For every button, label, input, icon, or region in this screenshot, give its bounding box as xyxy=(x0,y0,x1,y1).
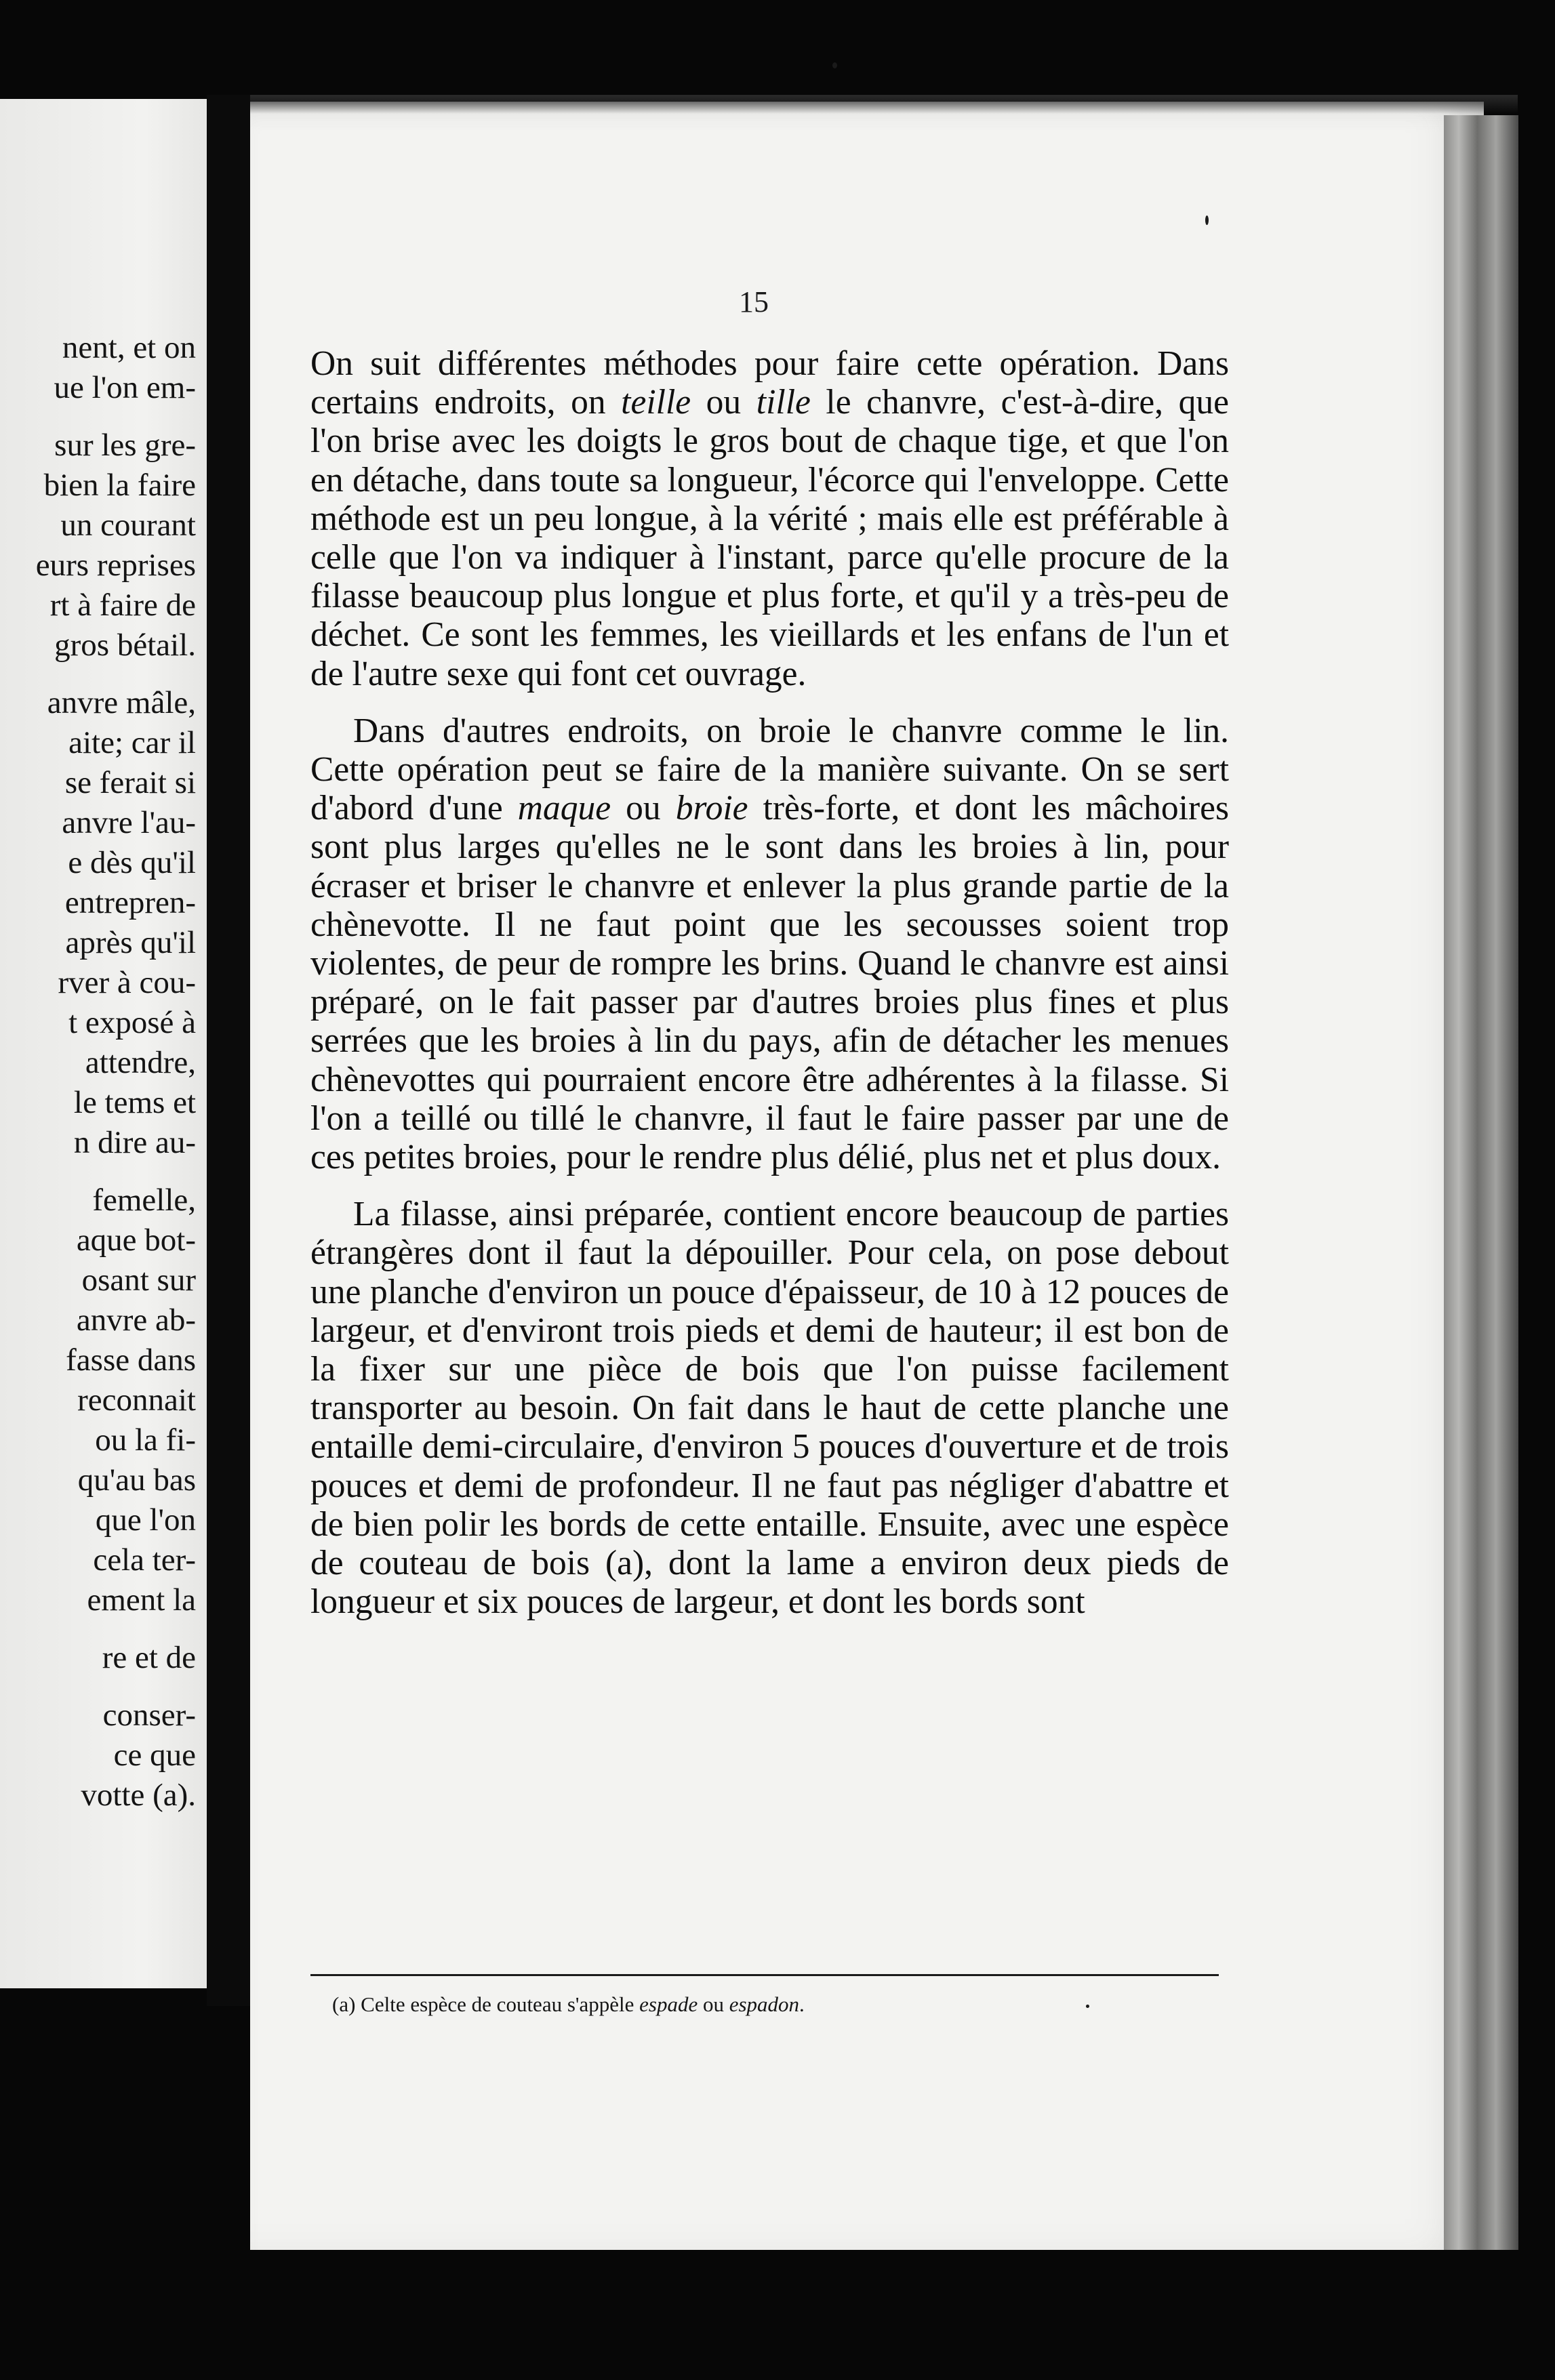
previous-page-line: anvre l'au- xyxy=(62,805,196,840)
previous-page-line: que l'on xyxy=(95,1502,196,1538)
body-paragraph xyxy=(310,1195,1229,1621)
previous-page-line: cela ter- xyxy=(93,1542,196,1578)
text-run: ou xyxy=(611,789,676,828)
body-paragraph xyxy=(310,344,1229,693)
previous-page-line: osant sur xyxy=(81,1263,196,1298)
previous-page-fragment xyxy=(0,99,207,1988)
previous-page-line: ou la fi- xyxy=(95,1422,196,1458)
previous-page-line: entrepren- xyxy=(64,885,196,920)
previous-page-line: aite; car il xyxy=(68,725,196,760)
previous-page-line: ement la xyxy=(87,1582,196,1618)
previous-page-line: aque bot- xyxy=(76,1223,196,1258)
previous-page-line: re et de xyxy=(102,1640,196,1675)
scan-speck xyxy=(832,62,837,68)
paragraph-gap xyxy=(0,1163,196,1181)
previous-page-line: rt à faire de xyxy=(49,588,196,623)
italic-term: espadon xyxy=(729,1992,800,2016)
previous-page-line: un courant xyxy=(60,508,196,543)
text-run: (a) Celte espèce de couteau s'appèle xyxy=(332,1992,640,2016)
previous-page-line: anvre ab- xyxy=(76,1302,196,1338)
italic-term: teille xyxy=(621,383,691,422)
text-run: ou xyxy=(691,383,756,422)
scan-speck xyxy=(1205,216,1209,225)
previous-page-line: votte (a). xyxy=(81,1778,196,1813)
text-run: le chanvre, c'est-à-dire, que l'on brise avec les doigts le gros bout de chaque tige, et que l'on en détache, dans toute sa longueur, l'écorce qui l'enveloppe. Cette méthode est un peu longue, à la vérité ; mais elle est préférable à celle que l'on va indiquer à l'instant, parce qu'elle procure de la filasse beaucoup plus longue et plus forte, et qu'il y a très-peu de déchet. Ce sont les femmes, les vieillards et les enfans de l'un et de l'autre sexe qui font cet ouvrage. xyxy=(310,383,1229,693)
footnote xyxy=(332,1992,805,2017)
italic-term: maque xyxy=(517,789,611,828)
previous-page-line: ue l'on em- xyxy=(54,370,196,405)
previous-page-line: e dès qu'il xyxy=(68,845,196,880)
previous-page-line: eurs reprises xyxy=(35,548,196,583)
paragraph-gap xyxy=(0,665,196,683)
page-body xyxy=(310,344,1229,1640)
italic-term: tille xyxy=(756,383,811,422)
text-run: La filasse, ainsi préparée, contient encore beaucoup de parties étrangères dont il faut la dépouiller. Pour cela, on pose debout une planche d'environ un pouce d'épaisseur, de 10 à 12 pouces de largeur, et d'environt trois pieds et demi de hauteur; il est bon de la fixer sur une pièce de bois que l'on puisse facilement transporter au besoin. On fait dans le haut de cette planche une entaille demi-circulaire, d'environ 5 pouces d'ouverture et de trois pouces et demi de profondeur. Il ne faut pas négliger d'abattre et de bien polir les bords de cette entaille. Ensuite, avec une espèce de couteau de bois (a), dont la lame a environ deux pieds de longueur et six pouces de largeur, et dont les bords sont xyxy=(310,1195,1229,1622)
previous-page-line: reconnait xyxy=(77,1382,196,1418)
paragraph-gap xyxy=(0,1620,196,1638)
previous-page-line: anvre mâle, xyxy=(47,685,196,720)
previous-page-text xyxy=(0,328,196,1815)
paragraph-gap xyxy=(0,408,196,426)
previous-page-line: conser- xyxy=(102,1698,196,1733)
scan-speck xyxy=(1086,2005,1089,2008)
previous-page-line: bien la faire xyxy=(43,468,196,503)
previous-page-line: fasse dans xyxy=(66,1342,196,1378)
italic-term: espade xyxy=(639,1992,698,2016)
text-run: . xyxy=(799,1992,805,2016)
previous-page-line: le tems et xyxy=(73,1085,196,1120)
previous-page-line: rver à cou- xyxy=(58,965,196,1000)
previous-page-line: attendre, xyxy=(85,1045,196,1080)
book-gutter xyxy=(207,95,250,2006)
body-paragraph xyxy=(310,712,1229,1176)
page-number: 15 xyxy=(739,285,769,319)
previous-page-line: gros bétail. xyxy=(54,628,196,663)
text-run: très-forte, et dont les mâchoires sont plus larges qu'elles ne le sont dans les broies à lin, pour écraser et briser le chanvre et enlever la plus grande partie de la chènevotte. Il ne faut point que les secousses soient trop violentes, de peur de rompre les brins. Quand le chanvre est ainsi préparé, on le fait passer par d'autres broies plus fines et plus serrées que les broies à lin du pays, afin de détacher les menues chènevottes qui pourraient encore être adhérentes à la filasse. Si l'on a teillé ou tillé le chanvre, il faut le faire passer par une de ces petites broies, pour le rendre plus délié, plus net et plus doux. xyxy=(310,789,1229,1177)
previous-page-line: se ferait si xyxy=(64,765,196,800)
text-run: Dans d'autres endroits, on broie le chanvre comme le lin. Cette opération peut se faire de la manière suivante. On se sert d'abord d'une xyxy=(310,711,1229,828)
page-top-shadow xyxy=(250,95,1518,114)
previous-page-line: nent, et on xyxy=(62,330,196,365)
previous-page-line: t exposé à xyxy=(68,1005,196,1040)
page-edge-stack xyxy=(1444,115,1518,2250)
previous-page-line: après qu'il xyxy=(65,925,196,960)
previous-page-line: femelle, xyxy=(92,1183,196,1218)
italic-term: broie xyxy=(675,789,748,828)
previous-page-line: sur les gre- xyxy=(54,428,196,463)
footnote-rule xyxy=(310,1974,1219,1976)
text-run: ou xyxy=(698,1992,729,2016)
previous-page-line: qu'au bas xyxy=(77,1462,196,1498)
text-run: On suit différentes méthodes pour faire cette opération. Dans certains endroits, on xyxy=(310,344,1229,422)
previous-page-line: ce que xyxy=(113,1738,196,1773)
paragraph-gap xyxy=(0,1678,196,1696)
previous-page-line: n dire au- xyxy=(73,1125,196,1160)
